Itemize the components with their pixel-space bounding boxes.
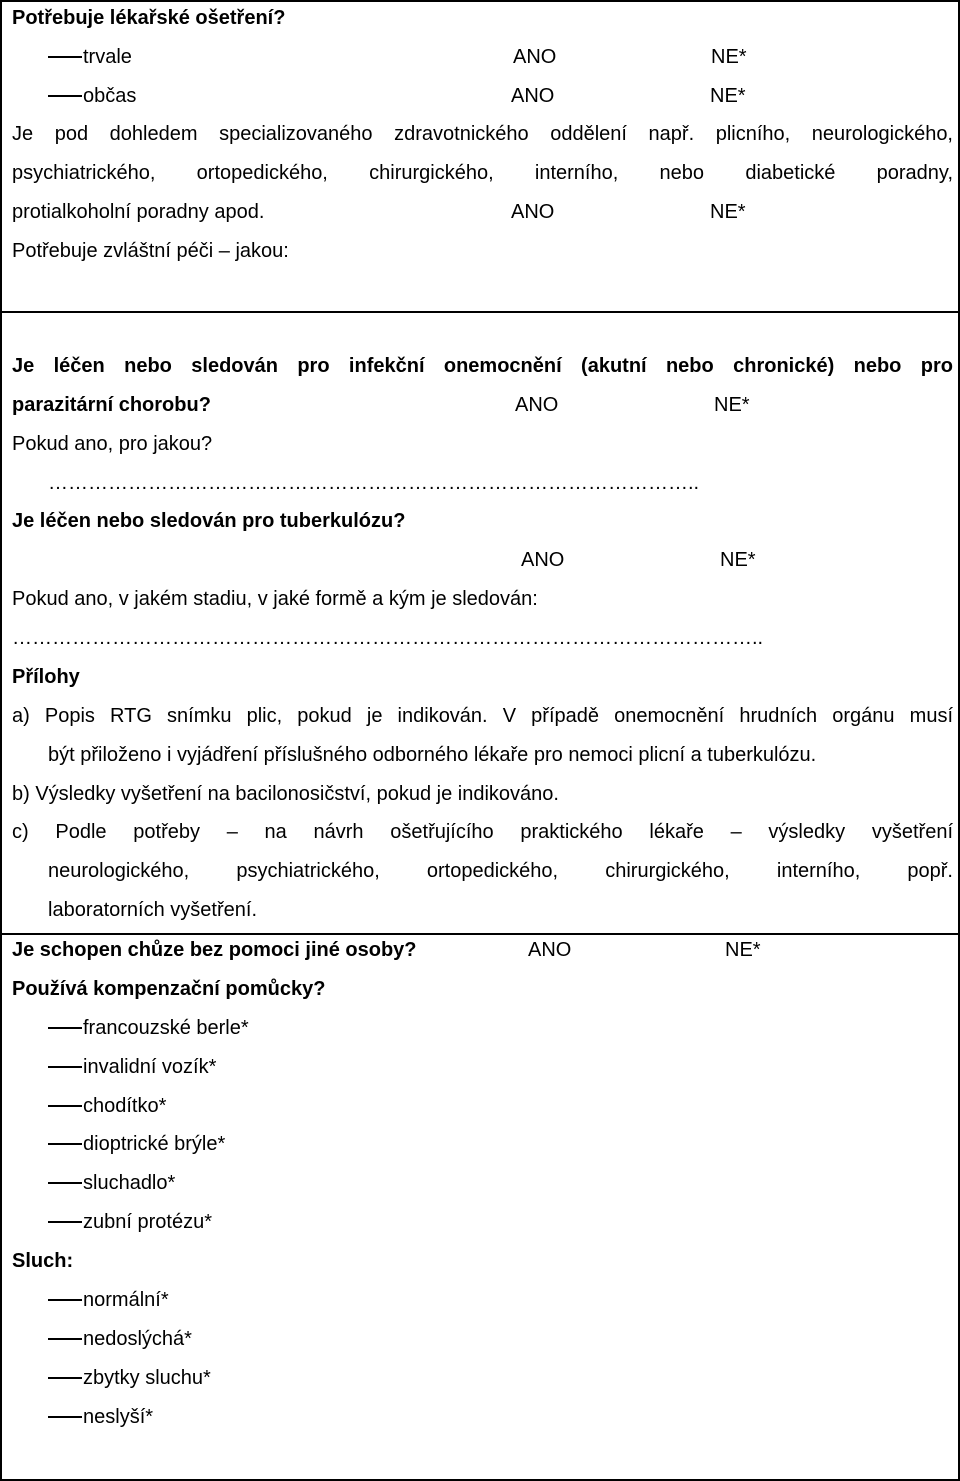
attachments-heading: Přílohy — [12, 666, 80, 688]
hearing-option[interactable]: normální* — [83, 1289, 169, 1311]
dash — [48, 1377, 82, 1379]
aid-option[interactable]: francouzské berle* — [83, 1017, 249, 1039]
dash — [48, 1299, 82, 1301]
item-label-obcas: občas — [83, 85, 137, 107]
no-option[interactable]: NE* — [711, 46, 747, 68]
aids-heading: Používá kompenzační pomůcky? — [12, 978, 326, 1000]
attachment-c-cont: laboratorních vyšetření. — [48, 899, 257, 921]
attachment-a: a) Popis RTG snímku plic, pokud je indikován. V případě onemocnění hrudních orgánu musí — [12, 705, 953, 727]
yes-option[interactable]: ANO — [521, 549, 565, 571]
dash — [48, 1105, 82, 1107]
aid-option[interactable]: chodítko* — [83, 1095, 167, 1117]
aid-option[interactable]: dioptrické brýle* — [83, 1133, 226, 1155]
special-care-label: Potřebuje zvláštní péči – jakou: — [12, 240, 289, 262]
no-option[interactable]: NE* — [710, 85, 746, 107]
infection-heading-cont: parazitární chorobu? — [12, 394, 211, 416]
dash — [48, 1338, 82, 1340]
no-option[interactable]: NE* — [725, 939, 761, 961]
answer-line[interactable]: …………………………………………………………………………………….. — [48, 472, 700, 494]
medical-care-heading: Potřebuje lékařské ošetření? — [12, 7, 286, 29]
attachment-c: c) Podle potřeby – na návrh ošetřujícího praktického lékaře – výsledky vyšetření — [12, 821, 953, 843]
dash — [48, 1027, 82, 1029]
dash — [48, 56, 82, 58]
dash — [48, 1221, 82, 1223]
dash — [48, 95, 82, 97]
aid-option[interactable]: sluchadlo* — [83, 1172, 176, 1194]
section-divider — [2, 311, 958, 313]
followup-label: Pokud ano, pro jakou? — [12, 433, 213, 455]
specialist-line: Je pod dohledem specializovaného zdravotnického oddělení např. plicního, neurologického, — [12, 123, 953, 145]
walking-heading: Je schopen chůze bez pomoci jiné osoby? — [12, 939, 417, 961]
tb-heading: Je léčen nebo sledován pro tuberkulózu? — [12, 510, 406, 532]
specialist-line: psychiatrického, ortopedického, chirurgického, interního, nebo diabetické poradny, — [12, 162, 953, 184]
hearing-heading: Sluch: — [12, 1250, 74, 1272]
section-divider — [2, 933, 958, 935]
infection-heading: Je léčen nebo sledován pro infekční onemocnění (akutní nebo chronické) nebo pro — [12, 355, 953, 377]
aid-option[interactable]: invalidní vozík* — [83, 1056, 217, 1078]
no-option[interactable]: NE* — [710, 201, 746, 223]
hearing-option[interactable]: zbytky sluchu* — [83, 1367, 211, 1389]
yes-option[interactable]: ANO — [513, 46, 557, 68]
dash — [48, 1143, 82, 1145]
no-option[interactable]: NE* — [720, 549, 756, 571]
dash — [48, 1416, 82, 1418]
hearing-option[interactable]: nedoslýchá* — [83, 1328, 192, 1350]
tb-followup-label: Pokud ano, v jakém stadiu, v jaké formě a kým je sledován: — [12, 588, 538, 610]
attachment-b: b) Výsledky vyšetření na bacilonosičství, pokud je indikováno. — [12, 783, 559, 805]
attachment-c-cont: neurologického, psychiatrického, ortopedického, chirurgického, interního, popř. — [48, 860, 953, 882]
dash — [48, 1066, 82, 1068]
yes-option[interactable]: ANO — [511, 85, 555, 107]
yes-option[interactable]: ANO — [511, 201, 555, 223]
hearing-option[interactable]: neslyší* — [83, 1406, 154, 1428]
specialist-line: protialkoholní poradny apod. — [12, 201, 265, 223]
dash — [48, 1182, 82, 1184]
yes-option[interactable]: ANO — [528, 939, 572, 961]
answer-line[interactable]: ………………………………………………………………………………………………….. — [12, 627, 764, 649]
no-option[interactable]: NE* — [714, 394, 750, 416]
aid-option[interactable]: zubní protézu* — [83, 1211, 212, 1233]
attachment-a-cont: být přiloženo i vyjádření příslušného odborného lékaře pro nemoci plicní a tuberkulózu. — [48, 744, 817, 766]
yes-option[interactable]: ANO — [515, 394, 559, 416]
item-label-trvale: trvale — [83, 46, 132, 68]
